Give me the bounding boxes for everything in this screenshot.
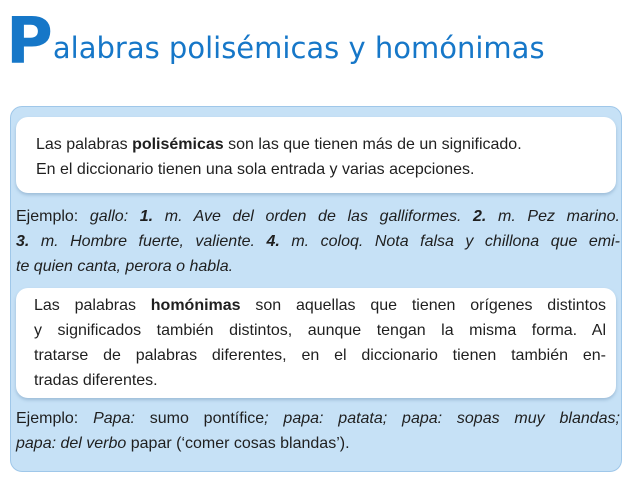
term-homonimas: homónimas — [150, 297, 241, 314]
example-label: Ejemplo: — [16, 410, 94, 427]
sense-number: 2. — [473, 208, 487, 225]
definition-line-4: tradas diferentes. — [34, 372, 158, 389]
example-line-2 — [16, 229, 620, 254]
example-gallo — [16, 204, 620, 279]
text: son las que tienen más de un significado. — [223, 136, 522, 153]
term-polisemicas: polisémicas — [132, 136, 224, 153]
example-normal: sumo pontífice — [149, 410, 265, 427]
example-normal: papar (‘comer cosas blandas’). — [130, 435, 350, 452]
sense-number: 4. — [266, 233, 280, 250]
text: Las palabras — [36, 136, 133, 153]
definition-line-1 — [36, 132, 606, 157]
definition-homonimas — [16, 288, 616, 398]
sense-text: m. Pez marino. — [486, 208, 620, 225]
example-papa — [16, 406, 620, 456]
text: Las palabras — [34, 297, 151, 314]
example-word: gallo: — [89, 208, 140, 225]
sense-number: 3. — [16, 233, 30, 250]
example-label: Ejemplo: — [16, 208, 90, 225]
sense-text: m. Hombre fuerte, valiente. — [29, 233, 267, 250]
example-word: Papa: — [93, 410, 150, 427]
page-title — [6, 4, 545, 79]
example-line-2 — [16, 431, 620, 456]
example-line-1 — [16, 406, 620, 431]
example-line-1 — [16, 204, 620, 229]
sense-number: 1. — [139, 208, 154, 225]
text: son aquellas que tienen orígenes distintos — [240, 297, 606, 314]
definition-line-2: En el diccionario tienen una sola entrada y varias acepciones. — [36, 161, 475, 178]
definition-line-1 — [34, 293, 606, 318]
example-text: ; papa: patata; papa: sopas muy blandas; — [264, 410, 620, 427]
sense-text: m. Ave del orden de las galliformes. — [153, 208, 474, 225]
definition-line-2: y significados también distintos, aunque tengan la misma forma. Al — [34, 322, 606, 339]
sense-text: m. coloq. Nota falsa y chillona que emi- — [279, 233, 621, 250]
example-text: papa: del verbo — [16, 435, 131, 452]
example-line-3: te quien canta, perora o habla. — [16, 258, 234, 275]
definition-polisemicas — [16, 117, 616, 193]
title-initial: P — [6, 5, 52, 79]
definition-line-3: tratarse de palabras diferentes, en el diccionario tienen también en- — [34, 347, 606, 364]
title-text: alabras polisémicas y homónimas — [52, 31, 545, 65]
